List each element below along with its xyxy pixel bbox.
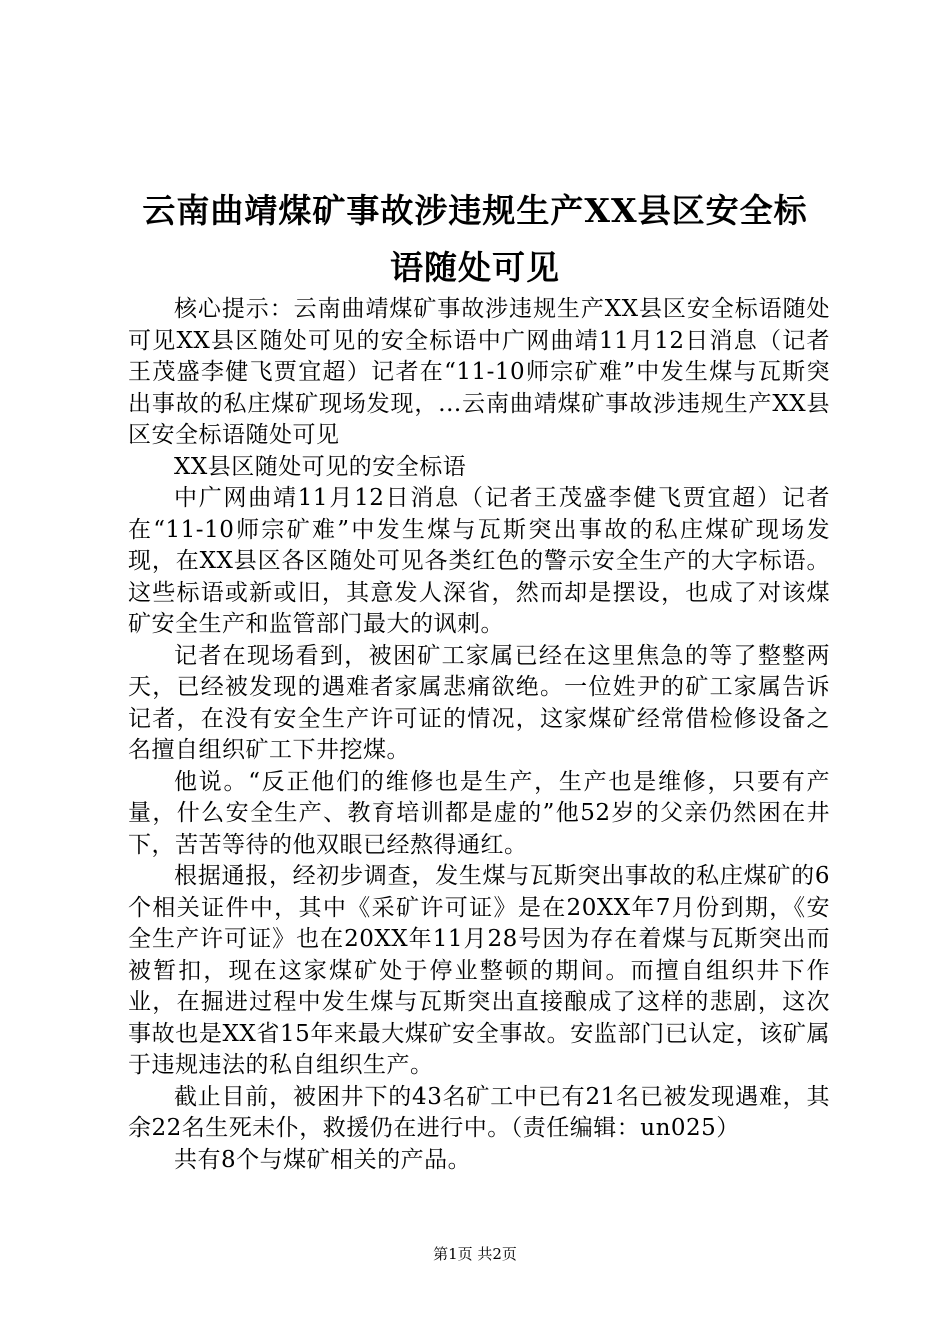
paragraph-subheading: XX县区随处可见的安全标语	[174, 453, 467, 480]
document-title-line-1: 云南曲靖煤矿事故涉违规生产XX县区安全标	[142, 191, 808, 230]
page-number-footer: 第1页 共2页	[433, 1245, 517, 1263]
document-title-line-2: 语随处可见	[390, 248, 560, 287]
paragraph: 中广网曲靖11月12日消息（记者王茂盛李健飞贾宜超）记者在“11-10师宗矿难”中发生煤与瓦斯突出事故的私庄煤矿现场发现，在XX县区各区随处可见各类红色的警示安全生产的大字标语。这些标语或新或旧，其意发人深省，然而却是摆设，也成了对该煤矿安全生产和监管部门最大的讽刺。	[128, 485, 830, 637]
paragraph: 他说。“反正他们的维修也是生产，生产也是维修，只要有产量，什么安全生产、教育培训都是虚的”他52岁的父亲仍然困在井下，苦苦等待的他双眼已经熬得通红。	[128, 768, 830, 858]
paragraph-related-products: 共有8个与煤矿相关的产品。	[174, 1146, 472, 1173]
document-body	[128, 294, 830, 1176]
paragraph: 记者在现场看到，被困矿工家属已经在这里焦急的等了整整两天，已经被发现的遇难者家属悲痛欲绝。一位姓尹的矿工家属告诉记者，在没有安全生产许可证的情况，这家煤矿经常借检修设备之名擅自组织矿工下井挖煤。	[128, 642, 830, 763]
paragraph-summary: 核心提示：云南曲靖煤矿事故涉违规生产XX县区安全标语随处可见XX县区随处可见的安全标语中广网曲靖11月12日消息（记者王茂盛李健飞贾宜超）记者在“11-10师宗矿难”中发生煤与瓦斯突出事故的私庄煤矿现场发现，...云南曲靖煤矿事故涉违规生产XX县区安全标语随处可见	[128, 296, 830, 448]
paragraph: 截止目前，被困井下的43名矿工中已有21名已被发现遇难，其余22名生死未仆，救援仍在进行中。（责任编辑：un025）	[128, 1083, 830, 1141]
paragraph: 根据通报，经初步调查，发生煤与瓦斯突出事故的私庄煤矿的6个相关证件中，其中《采矿许可证》是在20XX年7月份到期，《安全生产许可证》也在20XX年11月28号因为存在着煤与瓦斯突出而被暂扣，现在这家煤矿处于停业整顿的期间。而擅自组织井下作业，在掘进过程中发生煤与瓦斯突出直接酿成了这样的悲剧，这次事故也是XX省15年来最大煤矿安全事故。安监部门已认定，该矿属于违规违法的私自组织生产。	[128, 863, 830, 1078]
